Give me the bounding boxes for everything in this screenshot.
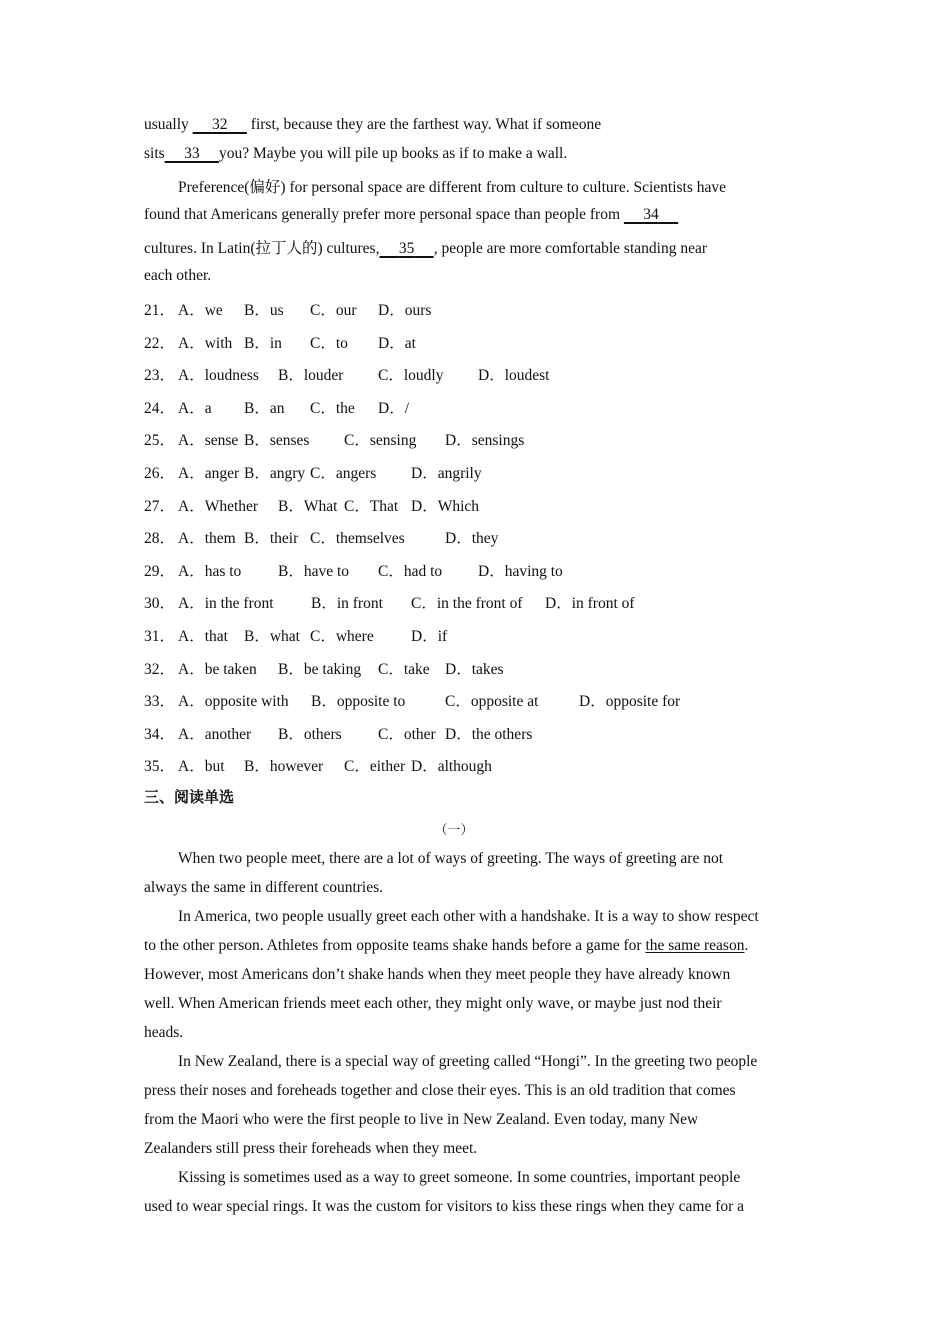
question-number: 35． xyxy=(144,758,176,775)
option-d: D．loudest xyxy=(478,367,550,384)
option-b: B．be taking xyxy=(278,661,362,678)
option-b: B．in xyxy=(244,335,282,352)
option-b: B．opposite to xyxy=(311,693,406,710)
question-number: 31． xyxy=(144,628,176,645)
passage-line: found that Americans generally prefer more personal space than people from 34 xyxy=(144,206,678,224)
question-number: 33． xyxy=(144,693,176,710)
option-c: C．the xyxy=(310,400,355,417)
option-b: B．in front xyxy=(311,595,383,612)
option-b: B．however xyxy=(244,758,324,775)
blank-32: 32 xyxy=(212,116,228,133)
option-d: D．/ xyxy=(378,400,410,417)
option-a: A．we xyxy=(178,302,223,319)
option-a: A．with xyxy=(178,335,233,352)
option-c: C．loudly xyxy=(378,367,444,384)
question-number: 27． xyxy=(144,498,176,515)
option-d: D．the others xyxy=(445,726,533,743)
option-d: D．they xyxy=(445,530,499,547)
question-number: 34． xyxy=(144,726,176,743)
option-c: C．sensing xyxy=(344,432,417,449)
underlined-phrase: the same reason xyxy=(645,937,745,954)
option-c: C．themselves xyxy=(310,530,405,547)
reading-line: Zealanders still press their foreheads when they meet. xyxy=(144,1140,478,1157)
reading-line: well. When American friends meet each other, they might only wave, or maybe just nod their xyxy=(144,995,722,1012)
reading-line: Kissing is sometimes used as a way to greet someone. In some countries, important people xyxy=(178,1169,741,1186)
option-b: B．others xyxy=(278,726,342,743)
option-a: A．be taken xyxy=(178,661,257,678)
option-d: D．Which xyxy=(411,498,480,515)
option-d: D．opposite for xyxy=(579,693,681,710)
option-d: D．in front of xyxy=(545,595,635,612)
subsection-title: （一） xyxy=(434,822,474,837)
passage-line: usually 32 first, because they are the farthest way. What if someone xyxy=(144,116,602,133)
question-number: 25． xyxy=(144,432,176,449)
question-number: 28． xyxy=(144,530,176,547)
option-d: D．angrily xyxy=(411,465,482,482)
option-c: C．either xyxy=(344,758,406,775)
option-b: B．what xyxy=(244,628,300,645)
option-a: A．has to xyxy=(178,563,242,580)
option-d: D．although xyxy=(411,758,492,775)
option-a: A．sense xyxy=(178,432,239,449)
option-c: C．in the front of xyxy=(411,595,523,612)
reading-line: heads. xyxy=(144,1024,184,1041)
section-title: 三、阅读单选 xyxy=(144,788,235,806)
reading-line: used to wear special rings. It was the custom for visitors to kiss these rings when they came for a xyxy=(144,1198,745,1215)
reading-line: In America, two people usually greet each other with a handshake. It is a way to show respect xyxy=(178,908,759,925)
passage-line: Preference(偏好) for personal space are different from culture to culture. Scientists have xyxy=(178,179,727,196)
blank-33: 33 xyxy=(184,145,200,162)
reading-line: When two people meet, there are a lot of ways of greeting. The ways of greeting are not xyxy=(178,850,724,867)
blank-35: 35 xyxy=(398,240,415,257)
option-a: A．another xyxy=(178,726,252,743)
reading-line: press their noses and foreheads together and close their eyes. This is an old tradition that comes xyxy=(144,1082,736,1099)
blank-34: 34 xyxy=(643,206,659,223)
option-a: A．in the front xyxy=(178,595,274,612)
option-a: A．but xyxy=(178,758,225,775)
option-c: C．take xyxy=(378,661,430,678)
question-number: 32． xyxy=(144,661,176,678)
option-b: B．their xyxy=(244,530,299,547)
option-a: A．opposite with xyxy=(178,693,289,710)
reading-line: However, most Americans don’t shake hands when they meet people they have already known xyxy=(144,966,731,983)
reading-line: to the other person. Athletes from opposite teams shake hands before a game for the same reason. xyxy=(144,937,749,954)
option-a: A．anger xyxy=(178,465,240,482)
option-c: C．angers xyxy=(310,465,377,482)
option-d: D．if xyxy=(411,628,448,645)
option-d: D．sensings xyxy=(445,432,525,449)
question-number: 21． xyxy=(144,302,176,319)
option-b: B．us xyxy=(244,302,284,319)
option-a: A．them xyxy=(178,530,236,547)
question-number: 30． xyxy=(144,595,176,612)
option-a: A．that xyxy=(178,628,228,645)
reading-line: from the Maori who were the first people to live in New Zealand. Even today, many New xyxy=(144,1111,699,1128)
passage-line: sits 33 you? Maybe you will pile up books as if to make a wall. xyxy=(144,145,568,162)
option-a: A．Whether xyxy=(178,498,259,515)
option-c: C．our xyxy=(310,302,357,319)
option-b: B．have to xyxy=(278,563,350,580)
option-b: B．an xyxy=(244,400,285,417)
option-a: A．loudness xyxy=(178,367,259,384)
option-c: C．where xyxy=(310,628,374,645)
option-a: A．a xyxy=(178,400,212,417)
option-b: B．louder xyxy=(278,367,344,384)
option-b: B．What xyxy=(278,498,338,515)
reading-line: In New Zealand, there is a special way of greeting called “Hongi”. In the greeting two people xyxy=(178,1053,758,1070)
passage-line: each other. xyxy=(144,267,212,284)
passage-line: cultures. In Latin(拉丁人的) cultures, 35 , people are more comfortable standing near xyxy=(144,240,707,257)
option-d: D．takes xyxy=(445,661,504,678)
option-b: B．senses xyxy=(244,432,310,449)
option-c: C．That xyxy=(344,498,399,515)
option-c: C．other xyxy=(378,726,436,743)
option-b: B．angry xyxy=(244,465,306,482)
option-c: C．had to xyxy=(378,563,443,580)
question-number: 29． xyxy=(144,563,176,580)
option-d: D．at xyxy=(378,335,416,352)
question-number: 23． xyxy=(144,367,176,384)
option-c: C．to xyxy=(310,335,348,352)
option-d: D．having to xyxy=(478,563,563,580)
question-number: 22． xyxy=(144,335,176,352)
reading-line: always the same in different countries. xyxy=(144,879,384,896)
option-d: D．ours xyxy=(378,302,432,319)
option-c: C．opposite at xyxy=(445,693,539,710)
question-number: 26． xyxy=(144,465,176,482)
question-number: 24． xyxy=(144,400,176,417)
